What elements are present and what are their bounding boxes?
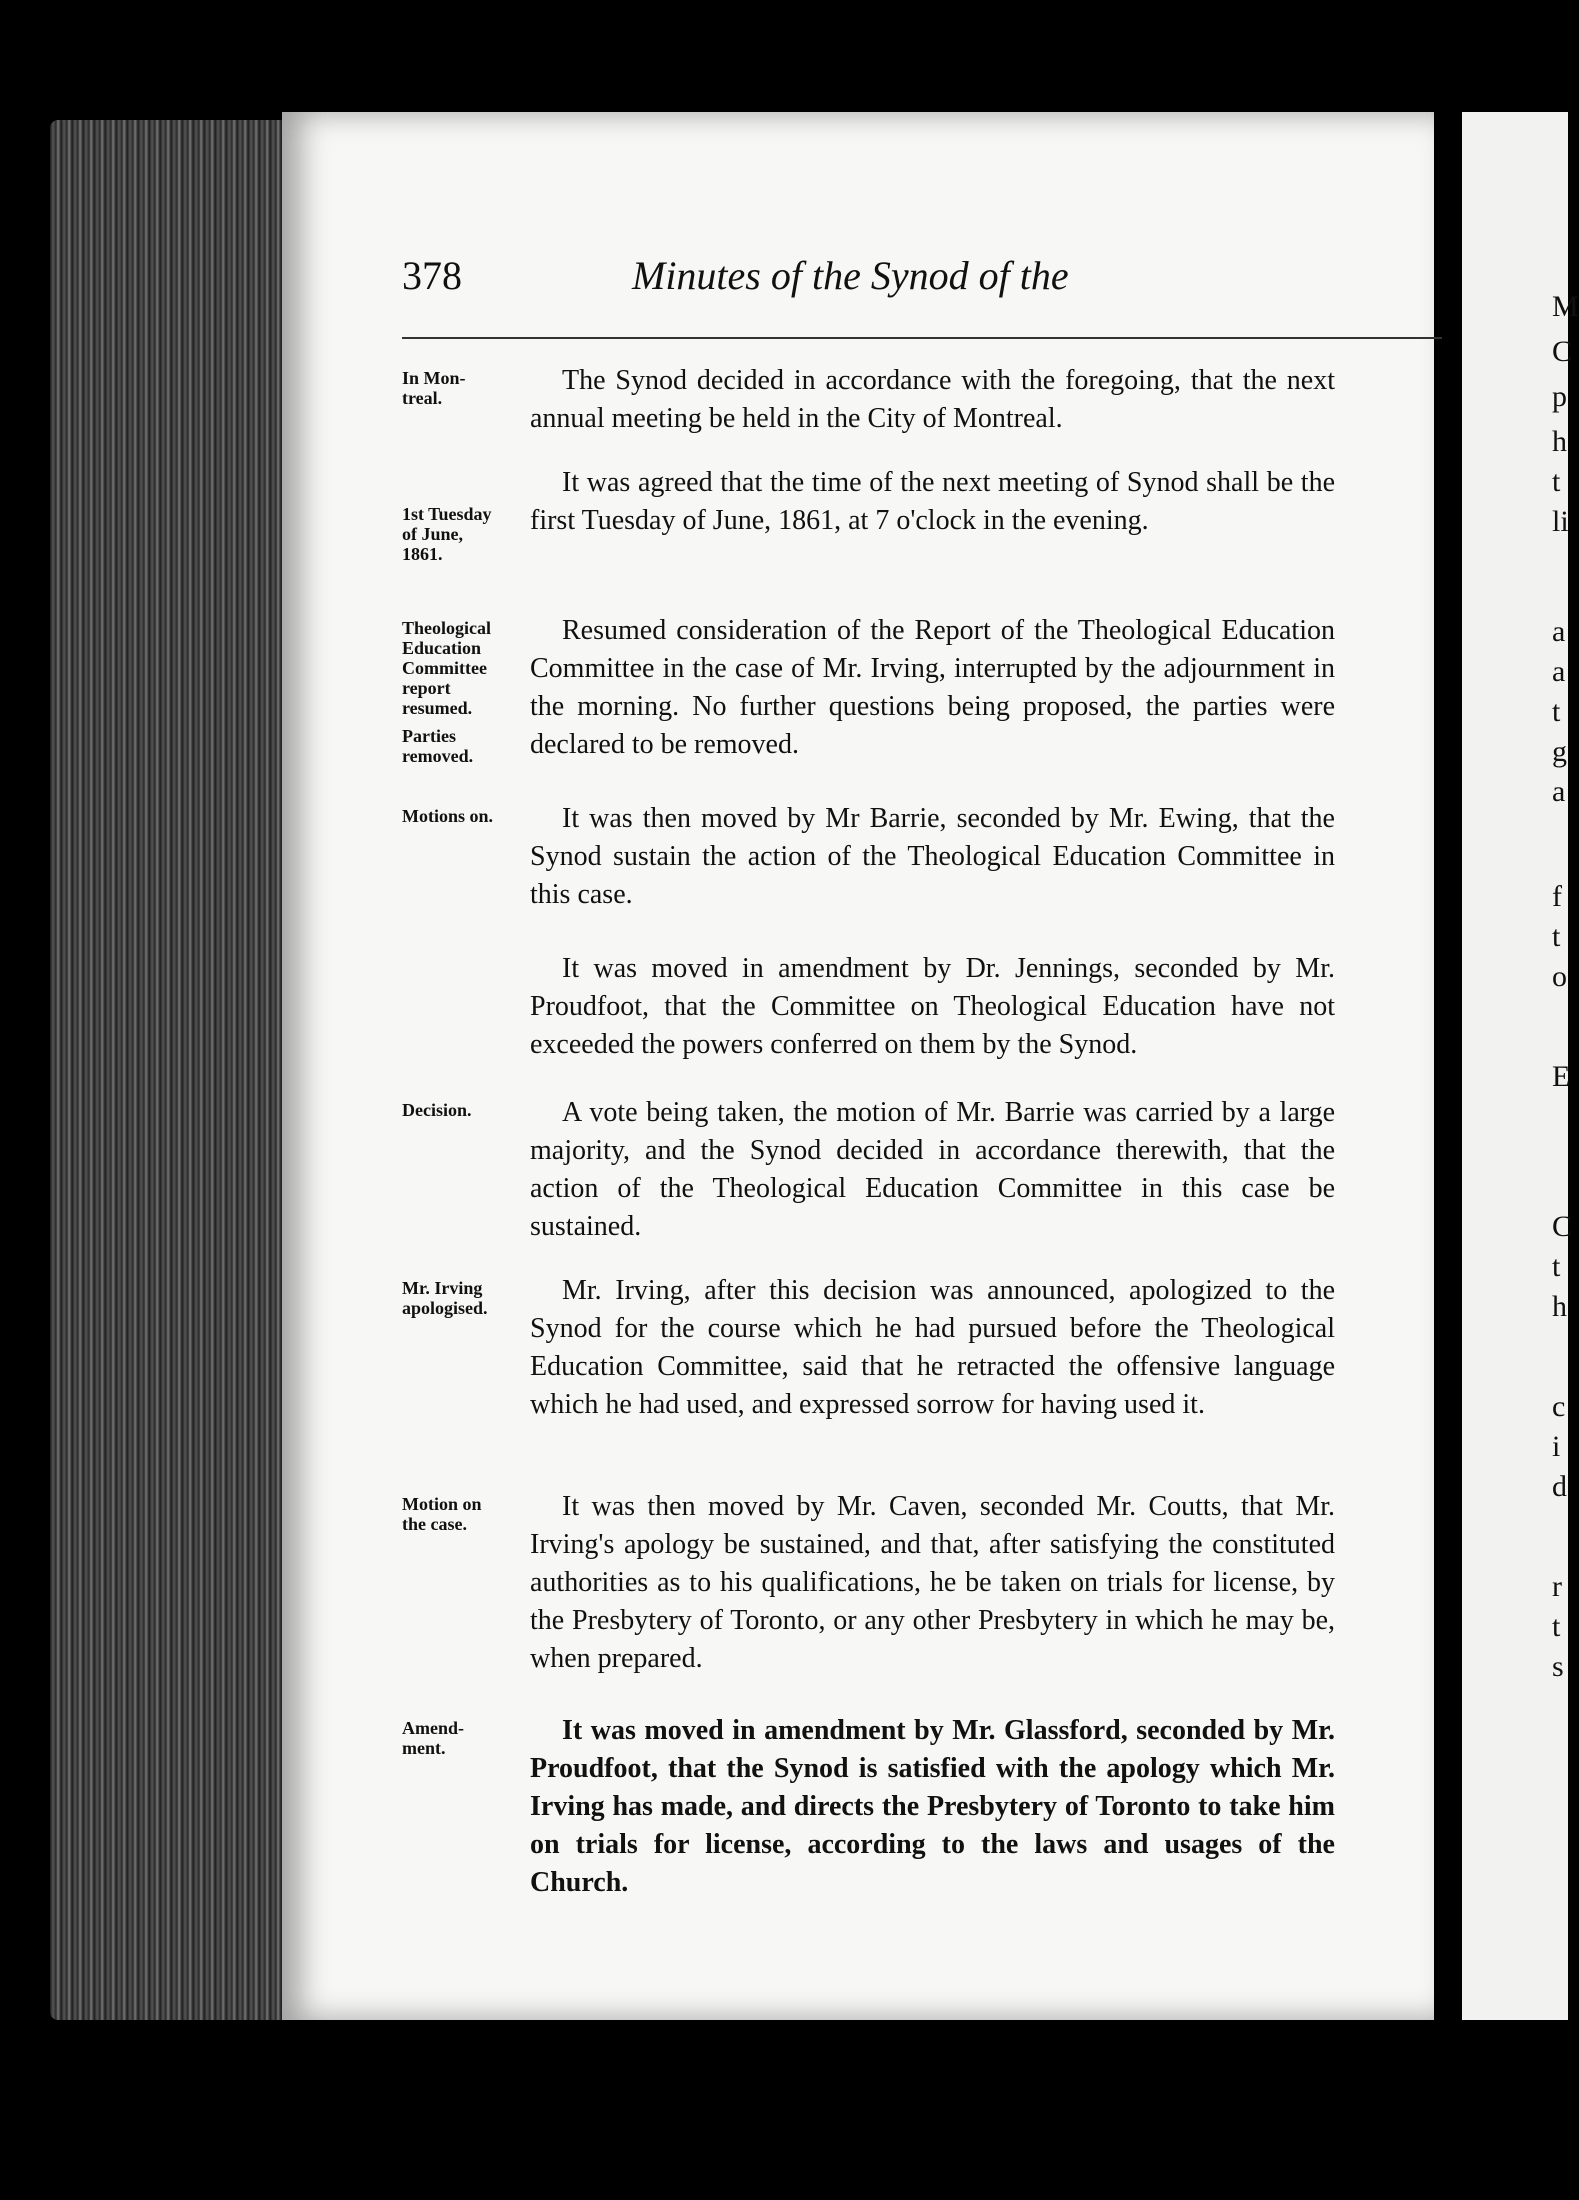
margin-note: Theological Education Committee report resumed. Parties removed. [402, 618, 491, 766]
facing-page-fragment: f [1552, 880, 1562, 913]
facing-page-fragment: t [1552, 465, 1561, 498]
facing-page-fragment: d [1552, 1470, 1567, 1503]
book-page-edges [50, 120, 290, 2020]
facing-page-fragment: M [1552, 290, 1579, 323]
facing-page-fragment: a [1552, 775, 1566, 808]
paragraph: It was agreed that the time of the next meeting of Synod shall be the first Tuesday of June, 1861, at 7 o'clock in the evening. [530, 467, 1335, 536]
running-title: Minutes of the Synod of the [632, 253, 1069, 298]
facing-page-fragment: C [1552, 335, 1573, 368]
facing-page-fragment: t [1552, 1610, 1561, 1643]
page-header [402, 252, 1162, 312]
facing-page-fragment: r [1552, 1570, 1562, 1603]
margin-note: Motions on. [402, 806, 494, 826]
paragraph: It was moved in amendment by Dr. Jennings, seconded by Mr. Proudfoot, that the Committee on Theological Education have not exceeded the powers conferred on them by the Synod. [530, 953, 1335, 1060]
paragraph: It was then moved by Mr. Caven, seconded Mr. Coutts, that Mr. Irving's apology be sustained, and that, after satisfying the constituted authorities as to his qualifications, he be taken on trials for license, by the Presbytery of Toronto, or any other Presbytery in which he may be, when prepared. [530, 1491, 1335, 1674]
document-page [282, 112, 1434, 2020]
margin-note: In Mon- treal. [402, 368, 466, 408]
paragraph: It was then moved by Mr Barrie, seconded by Mr. Ewing, that the Synod sustain the action of the Theological Education Committee in this case. [530, 803, 1335, 910]
facing-page-fragment: h [1552, 1290, 1567, 1323]
paragraph: Mr. Irving, after this decision was announced, apologized to the Synod for the course which he had pursued before the Theological Education Committee, said that he retracted the offensive language which he had used, and expressed sorrow for having used it. [530, 1275, 1335, 1420]
facing-page-fragment: C [1552, 1210, 1573, 1243]
facing-page-fragment: p [1552, 380, 1567, 413]
facing-page-fragment: a [1552, 655, 1566, 688]
facing-page-fragment: li [1552, 505, 1569, 538]
facing-page-fragment: t [1552, 1250, 1561, 1283]
paragraph: The Synod decided in accordance with the foregoing, that the next annual meeting be held in the City of Montreal. [530, 365, 1335, 434]
facing-page-fragment: t [1552, 695, 1561, 728]
facing-page-fragment: i [1552, 1430, 1561, 1463]
margin-note: 1st Tuesday of June, 1861. [402, 504, 492, 564]
facing-page-fragment: c [1552, 1390, 1566, 1423]
paragraph: It was moved in amendment by Mr. Glassford, seconded by Mr. Proudfoot, that the Synod is satisfied with the apology which Mr. Irving has made, and directs the Presbytery of Toronto to take him on trials for license, according to the laws and usages of the Church. [530, 1715, 1335, 1898]
facing-page-fragment: t [1552, 920, 1561, 953]
header-rule [402, 337, 1442, 339]
facing-page-fragment: h [1552, 425, 1567, 458]
margin-note: Amend- ment. [402, 1718, 464, 1758]
margin-note: Motion on the case. [402, 1494, 482, 1534]
paragraph: A vote being taken, the motion of Mr. Barrie was carried by a large majority, and the Synod decided in accordance therewith, that the action of the Theological Education Committee in this case be sustained. [530, 1097, 1335, 1242]
margin-note: Mr. Irving apologised. [402, 1278, 488, 1318]
page-number: 378 [402, 253, 462, 298]
facing-page-fragment: a [1552, 615, 1566, 648]
facing-page-fragment: g [1552, 735, 1567, 768]
facing-page-fragment: o [1552, 960, 1567, 993]
facing-page-fragment: s [1552, 1650, 1564, 1683]
margin-note: Decision. [402, 1100, 472, 1120]
facing-page-fragment: E [1552, 1060, 1571, 1093]
paragraph: Resumed consideration of the Report of the Theological Education Committee in the case of Mr. Irving, interrupted by the adjournment in the morning. No further questions being proposed, the parties were declared to be removed. [530, 615, 1335, 760]
facing-page [1462, 112, 1579, 2020]
